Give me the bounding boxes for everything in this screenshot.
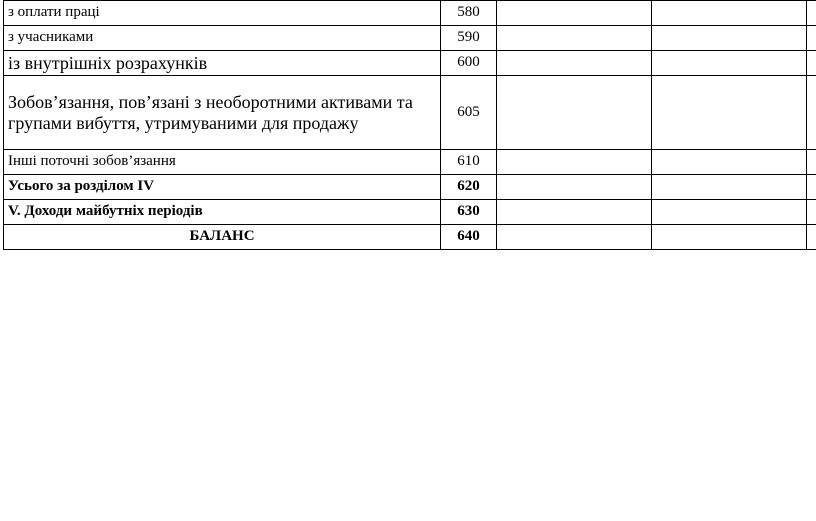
value-cell-end bbox=[652, 1, 807, 26]
value-cell-end bbox=[652, 51, 807, 76]
row-name: V. Доходи майбутніх періодів bbox=[4, 200, 441, 225]
table-row bbox=[4, 26, 816, 51]
row-code: 600 bbox=[441, 51, 497, 76]
value-cell-start bbox=[497, 175, 652, 200]
value-cell-extra bbox=[807, 26, 816, 51]
value-cell-start bbox=[497, 1, 652, 26]
value-cell-start bbox=[497, 51, 652, 76]
value-cell-end bbox=[652, 200, 807, 225]
row-code: 640 bbox=[441, 225, 497, 250]
value-cell-end bbox=[652, 76, 807, 150]
value-cell-extra bbox=[807, 76, 816, 150]
row-code: 610 bbox=[441, 150, 497, 175]
table-row bbox=[4, 175, 816, 200]
table-row bbox=[4, 51, 816, 76]
row-name: Усього за розділом IV bbox=[4, 175, 441, 200]
table-row bbox=[4, 1, 816, 26]
value-cell-extra bbox=[807, 51, 816, 76]
value-cell-start bbox=[497, 26, 652, 51]
value-cell-extra bbox=[807, 1, 816, 26]
row-code: 620 bbox=[441, 175, 497, 200]
value-cell-end bbox=[652, 225, 807, 250]
row-name: з учасниками bbox=[4, 26, 441, 51]
table-row bbox=[4, 76, 816, 150]
value-cell-end bbox=[652, 175, 807, 200]
value-cell-start bbox=[497, 225, 652, 250]
row-name: Інші поточні зобов’язання bbox=[4, 150, 441, 175]
row-code: 580 bbox=[441, 1, 497, 26]
value-cell-start bbox=[497, 150, 652, 175]
table-row bbox=[4, 200, 816, 225]
value-cell-extra bbox=[807, 175, 816, 200]
value-cell-extra bbox=[807, 200, 816, 225]
balance-sheet-table bbox=[3, 0, 816, 250]
row-code: 590 bbox=[441, 26, 497, 51]
value-cell-end bbox=[652, 26, 807, 51]
row-name: Зобов’язання, пов’язані з необоротними активами та групами вибуття, утримуваними для продажу bbox=[4, 76, 441, 150]
row-name: з оплати праці bbox=[4, 1, 441, 26]
value-cell-extra bbox=[807, 150, 816, 175]
table-row bbox=[4, 150, 816, 175]
row-name: із внутрішніх розрахунків bbox=[4, 51, 441, 76]
value-cell-end bbox=[652, 150, 807, 175]
value-cell-extra bbox=[807, 225, 816, 250]
value-cell-start bbox=[497, 200, 652, 225]
row-code: 605 bbox=[441, 76, 497, 150]
value-cell-start bbox=[497, 76, 652, 150]
row-code: 630 bbox=[441, 200, 497, 225]
table-row bbox=[4, 225, 816, 250]
row-name: БАЛАНС bbox=[4, 225, 441, 250]
